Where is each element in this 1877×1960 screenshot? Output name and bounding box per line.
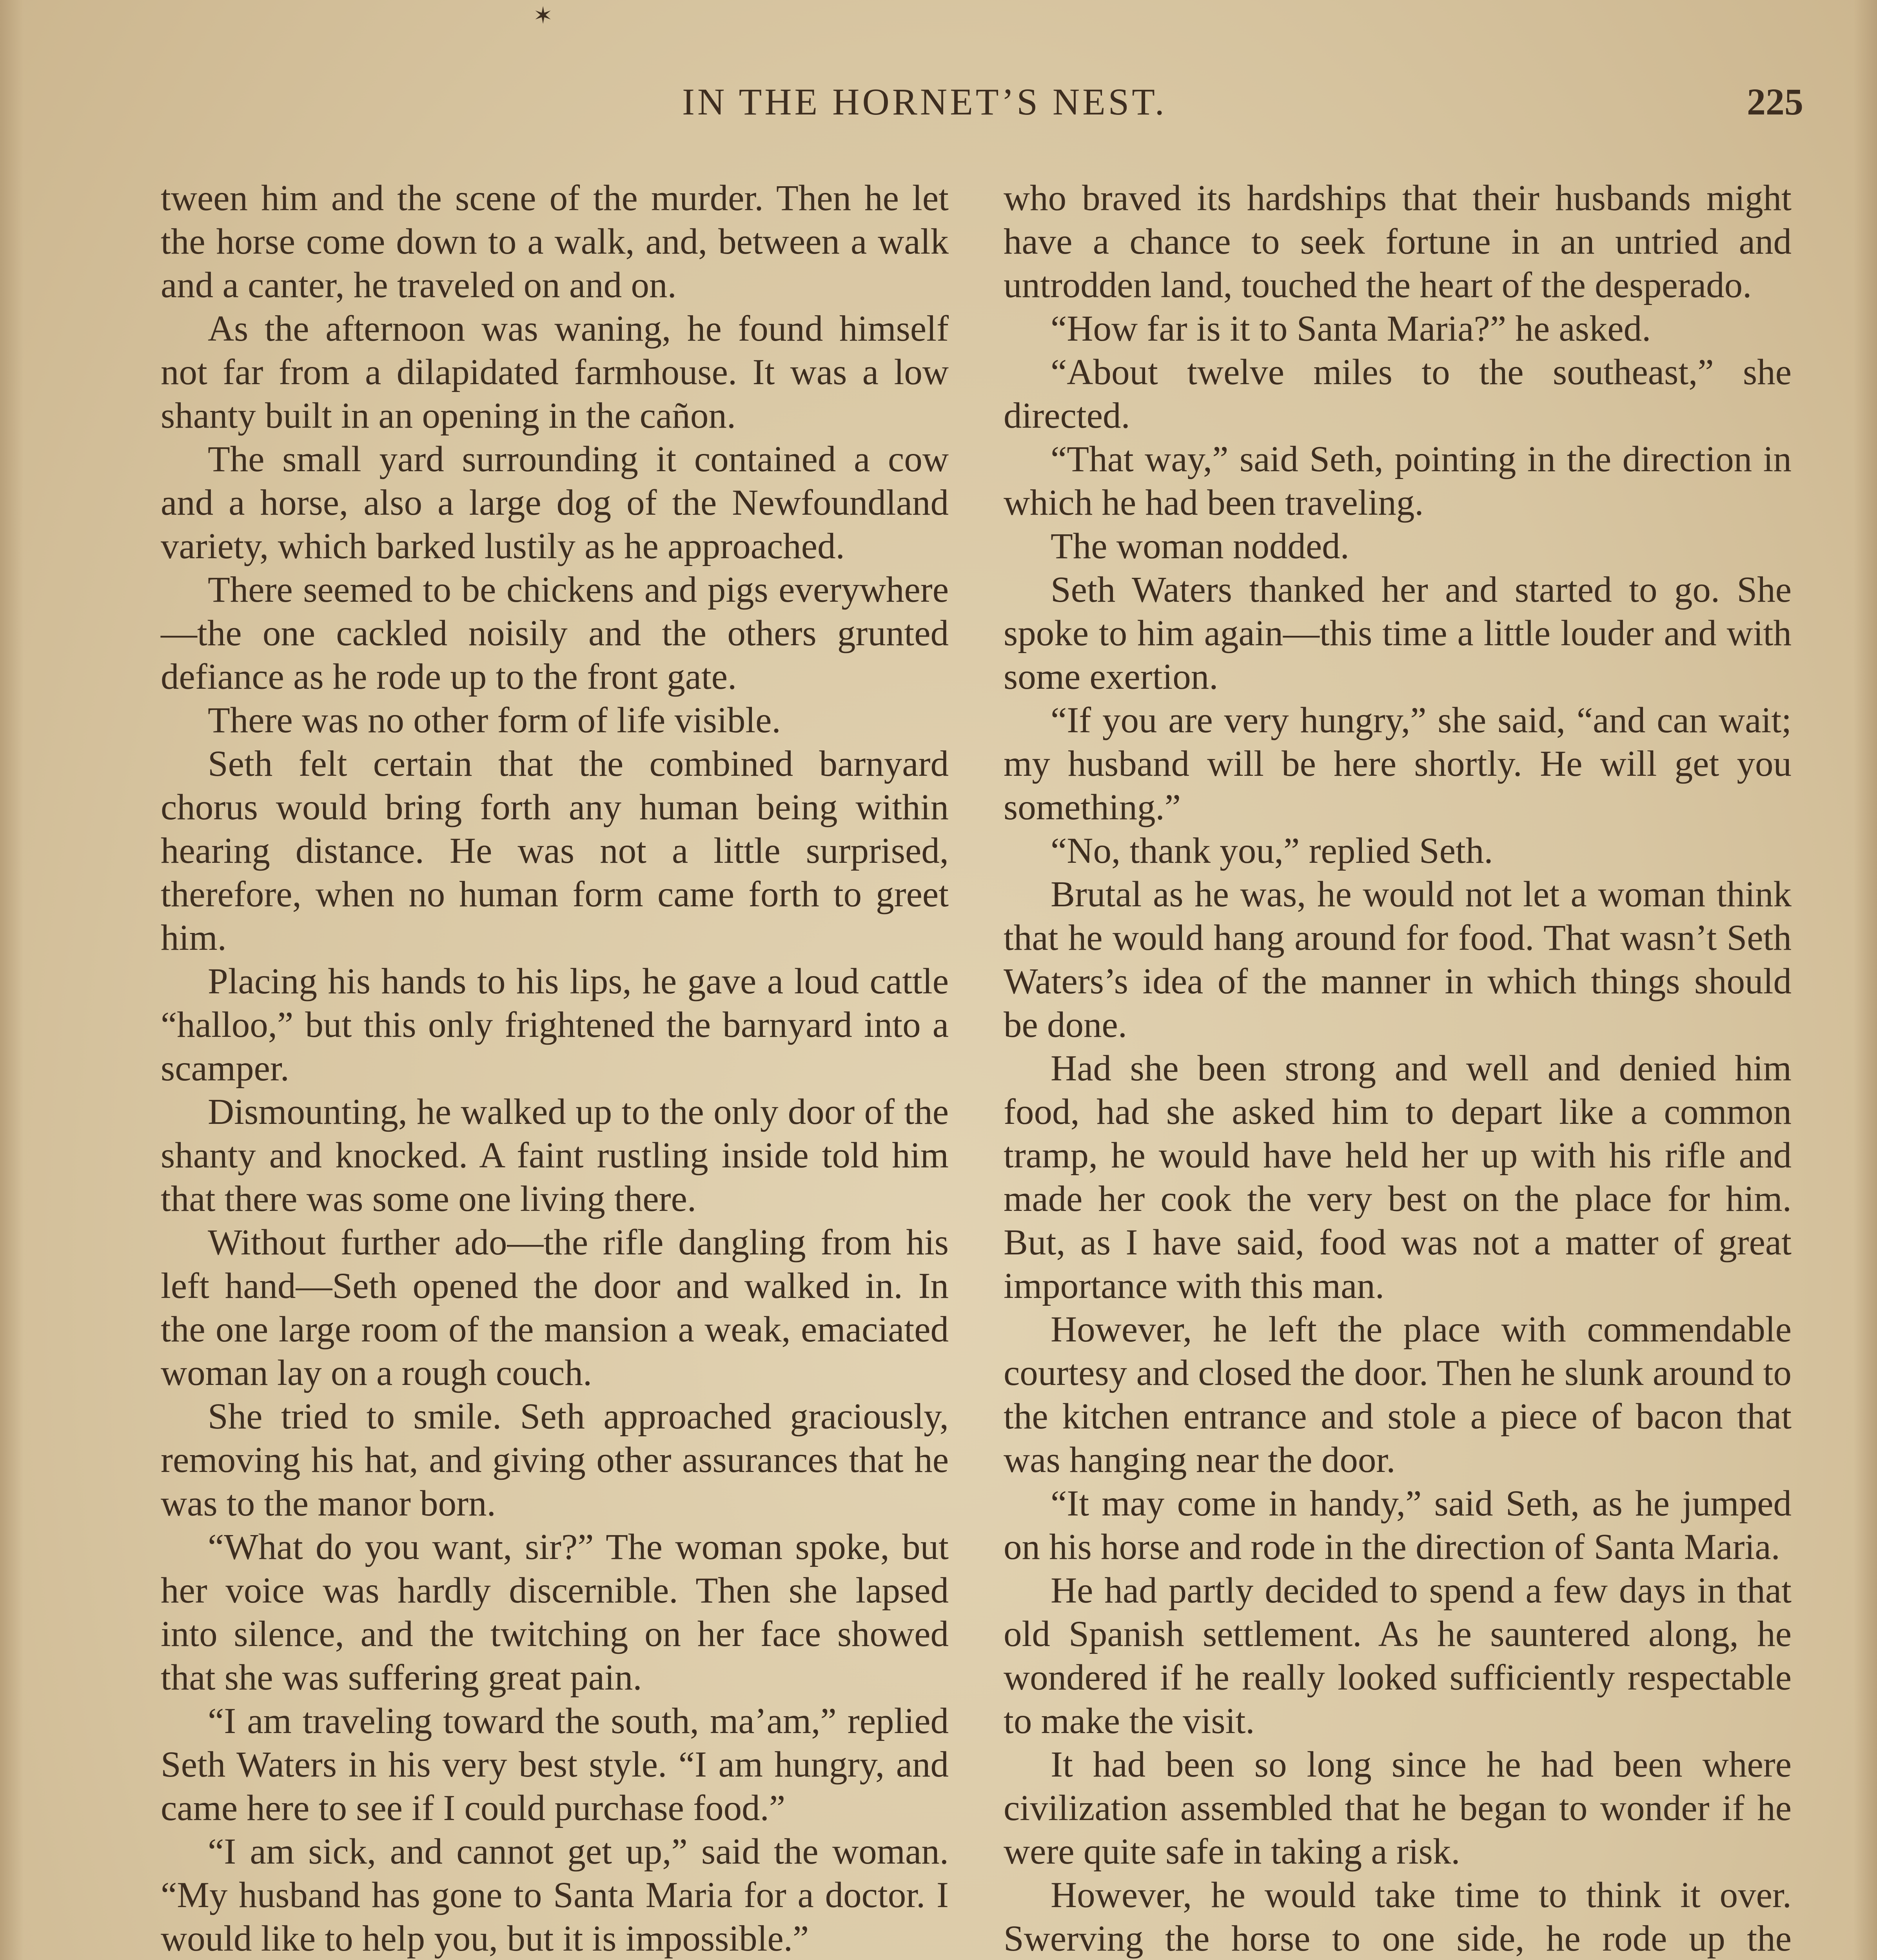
paragraph: Without further ado—the rifle dangling from his left hand—Seth opened the door and walked in. In the one large room of the mansion a weak, emaciated woman lay on a rough couch. — [161, 1222, 949, 1393]
page-edge-right — [1853, 0, 1877, 1960]
paragraph: There was no other form of life visible. — [208, 700, 781, 740]
paragraph: Placing his hands to his lips, he gave a loud cattle “halloo,” but this only frightened the barnyard into a scamper. — [161, 961, 949, 1089]
paragraph: She tried to smile. Seth approached graciously, removing his hat, and giving other assurances that he was to the manor born. — [161, 1396, 949, 1524]
page-edge-left — [0, 0, 24, 1960]
paragraph: As the afternoon was waning, he found himself not far from a dilapidated farmhouse. It was a low shanty built in an opening in the cañon. — [161, 309, 949, 436]
paragraph: who braved its hardships that their husbands might have a chance to seek fortune in an untried and untrodden land, touched the heart of the desperado. — [1004, 178, 1792, 305]
paragraph: tween him and the scene of the murder. Then he let the horse come down to a walk, and, between a walk and a canter, he traveled on and on. — [161, 178, 949, 305]
paragraph: “How far is it to Santa Maria?” he asked. — [1051, 309, 1651, 349]
paragraph: “I am traveling toward the south, ma’am,” replied Seth Waters in his very best style. “I am hungry, and came here to see if I could purchase food.” — [161, 1701, 949, 1828]
paragraph: Dismounting, he walked up to the only door of the shanty and knocked. A faint rustling inside told him that there was some one living there. — [161, 1092, 949, 1219]
page-number: 225 — [1747, 81, 1803, 123]
paragraph: Seth felt certain that the combined barnyard chorus would bring forth any human being within hearing distance. He was not a little surprised, therefore, when no human form came forth to greet him. — [161, 744, 949, 958]
text-column-left — [161, 176, 949, 1960]
running-head — [161, 78, 1803, 125]
paragraph: “I am sick, and cannot get up,” said the woman. “My husband has gone to Santa Maria for a doctor. I would like to help you, but it is impossible.” — [161, 1831, 949, 1959]
paragraph: He had partly decided to spend a few days in that old Spanish settlement. As he sauntered along, he wondered if he really looked sufficiently respectable to make the visit. — [1004, 1570, 1792, 1741]
paragraph: However, he would take time to think it over. Swerving the horse to one side, he rode up the — [1004, 1875, 1792, 1959]
paragraph: However, he left the place with commendable courtesy and closed the door. Then he slunk around to the kitchen entrance and stole a piece of bacon that was hanging near the door. — [1004, 1309, 1792, 1480]
paragraph: “It may come in handy,” said Seth, as he jumped on his horse and rode in the direction of Santa Maria. — [1004, 1483, 1792, 1567]
paragraph: The woman nodded. — [1051, 526, 1349, 566]
paragraph: Seth Waters thanked her and started to go. She spoke to him again—this time a little louder and with some exertion. — [1004, 570, 1792, 697]
paragraph: “If you are very hungry,” she said, “and can wait; my husband will be here shortly. He will get you something.” — [1004, 700, 1792, 828]
printer-mark: ✶ — [533, 3, 553, 29]
paragraph: “What do you want, sir?” The woman spoke, but her voice was hardly discernible. Then she lapsed into silence, and the twitching on her face showed that she was suffering great pain. — [161, 1527, 949, 1698]
paragraph: Had she been strong and well and denied him food, had she asked him to depart like a common tramp, he would have held her up with his rifle and made her cook the very best on the place for him. But, as I have said, food was not a matter of great importance with this man. — [1004, 1048, 1792, 1306]
paragraph: “About twelve miles to the southeast,” she directed. — [1004, 352, 1792, 436]
paragraph: “No, thank you,” replied Seth. — [1051, 831, 1493, 871]
paragraph: The small yard surrounding it contained a cow and a horse, also a large dog of the Newfoundland variety, which barked lustily as he approached. — [161, 439, 949, 566]
text-column-right — [1004, 176, 1792, 1960]
paragraph: Brutal as he was, he would not let a woman think that he would hang around for food. That wasn’t Seth Waters’s idea of the manner in which things should be done. — [1004, 874, 1792, 1045]
paragraph: It had been so long since he had been where civilization assembled that he began to wonder if he were quite safe in taking a risk. — [1004, 1744, 1792, 1872]
paragraph: There seemed to be chickens and pigs everywhere—the one cackled noisily and the others grunted defiance as he rode up to the front gate. — [161, 570, 949, 697]
running-title: IN THE HORNET’S NEST. — [682, 81, 1167, 123]
paragraph: “That way,” said Seth, pointing in the direction in which he had been traveling. — [1004, 439, 1792, 523]
